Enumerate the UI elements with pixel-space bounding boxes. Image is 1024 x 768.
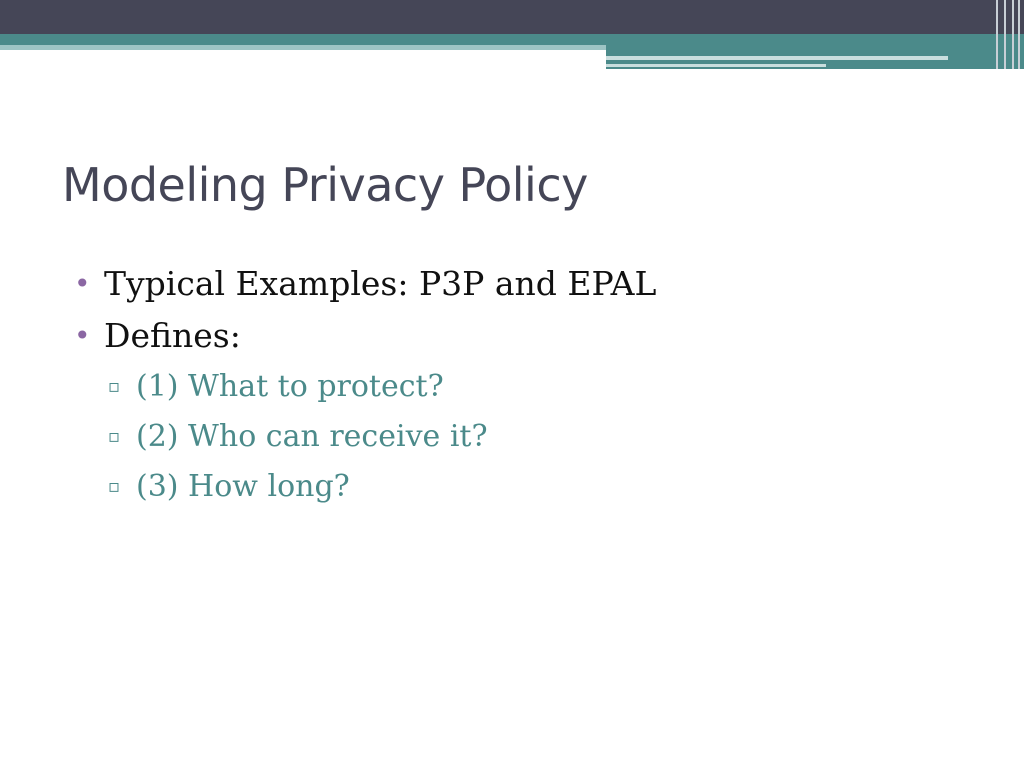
square-bullet-icon: ▫ (108, 376, 121, 397)
header-light-teal-band (0, 45, 606, 50)
header-vertical-line (1004, 0, 1006, 69)
sub-bullet-item (74, 462, 974, 512)
header-teal-band (0, 34, 1024, 45)
bullet-item (74, 258, 974, 310)
bullet-dot-icon: • (74, 319, 91, 352)
header-vertical-line (1012, 0, 1014, 69)
bullet-item (74, 310, 974, 362)
square-bullet-icon: ▫ (108, 426, 121, 447)
header-right-stripe (606, 64, 826, 67)
slide-title: Modeling Privacy Policy (62, 158, 588, 212)
bullet-text: Defines: (104, 316, 241, 355)
sub-bullet-text: (3) How long? (136, 469, 350, 504)
sub-bullet-item (74, 412, 974, 462)
header-right-divider (606, 69, 1024, 71)
sub-bullet-text: (2) Who can receive it? (136, 419, 488, 454)
sub-bullet-item (74, 362, 974, 412)
header-vertical-line (996, 0, 998, 69)
header-right-stripe (606, 56, 948, 60)
slide-content (74, 258, 974, 512)
bullet-dot-icon: • (74, 267, 91, 300)
sub-bullet-text: (1) What to protect? (136, 369, 444, 404)
header-vertical-line (1018, 0, 1020, 69)
bullet-text: Typical Examples: P3P and EPAL (104, 264, 657, 303)
square-bullet-icon: ▫ (108, 476, 121, 497)
header-dark-band (0, 0, 1024, 34)
